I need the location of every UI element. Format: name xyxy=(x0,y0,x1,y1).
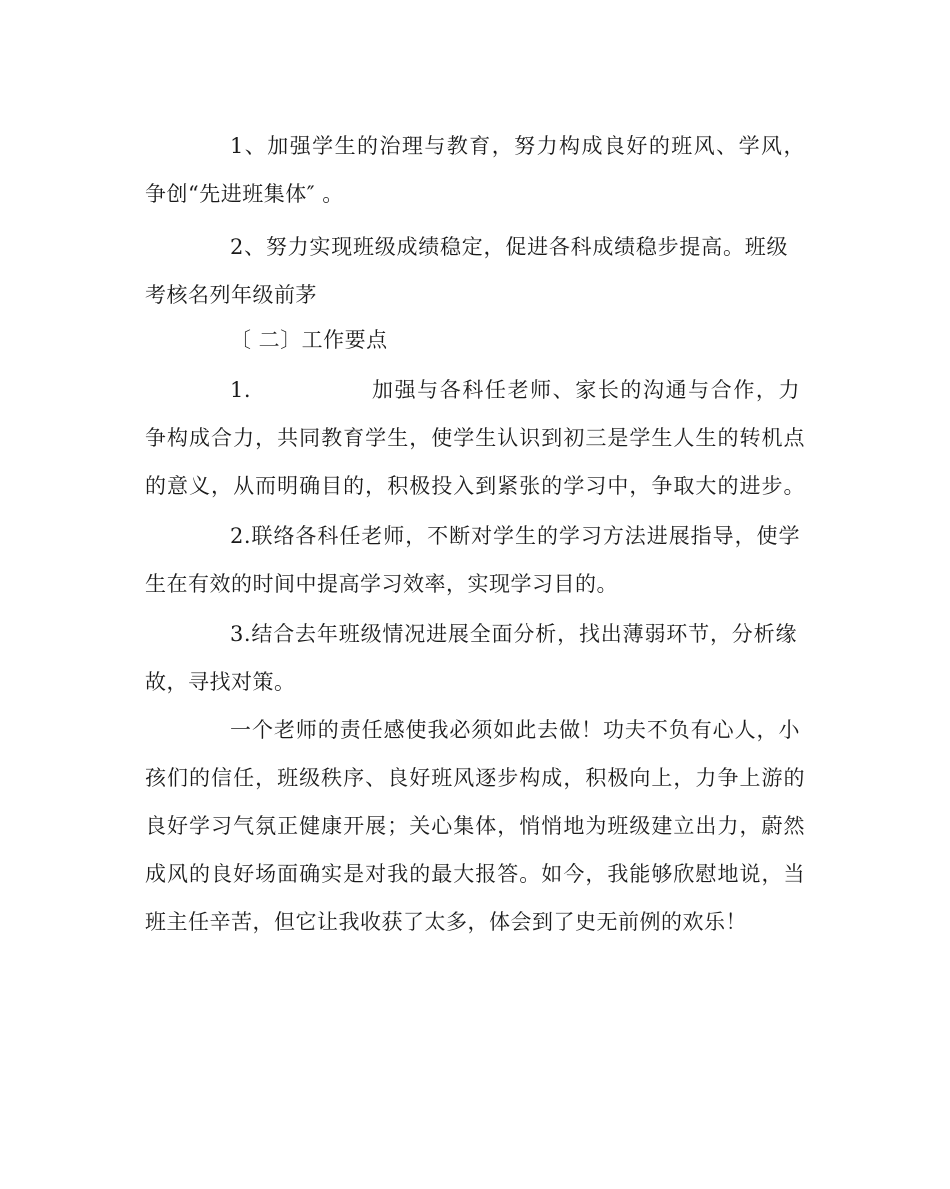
closing-line-4: 成风的良好场面确实是对我的最大报答。如今，我能够欣慰地说，当 xyxy=(145,862,805,886)
closing-line-2: 孩们的信任，班级秩序、良好班风逐步构成，积极向上，力争上游的 xyxy=(145,766,805,790)
closing-line-5: 班主任辛苦，但它让我收获了太多，体会到了史无前例的欢乐！ xyxy=(145,910,747,934)
section-heading: 〔 二〕工作要点 xyxy=(230,328,388,352)
point-3-line-2: 故，寻找对策。 xyxy=(145,670,296,694)
goal-2-line-1: 2、努力实现班级成绩稳定，促进各科成绩稳步提高。班级 xyxy=(230,235,788,259)
goal-1-line-1: 1、加强学生的治理与教育，努力构成良好的班风、学风， xyxy=(230,134,805,158)
goal-2-line-2: 考核名列年级前茅 xyxy=(145,283,317,307)
point-1-line-1: 加强与各科任老师、家长的沟通与合作，力 xyxy=(372,378,800,402)
closing-line-3: 良好学习气氛正健康开展；关心集体，悄悄地为班级建立出力，蔚然 xyxy=(145,814,805,838)
point-1-line-3: 的意义，从而明确目的，积极投入到紧张的学习中，争取大的进步。 xyxy=(145,474,805,498)
point-1-number: 1. xyxy=(230,378,252,402)
point-2-line-1: 2.联络各科任老师，不断对学生的学习方法进展指导，使学 xyxy=(230,524,800,548)
point-3-line-1: 3.结合去年班级情况进展全面分析，找出薄弱环节，分析缘 xyxy=(230,622,797,646)
closing-line-1: 一个老师的责任感使我必须如此去做！功夫不负有心人，小 xyxy=(230,718,800,742)
point-2-line-2: 生在有效的时间中提高学习效率，实现学习目的。 xyxy=(145,572,618,596)
point-1-line-2: 争构成合力，共同教育学生，使学生认识到初三是学生人生的转机点 xyxy=(145,426,805,450)
goal-1-line-2: 争创“先进班集体″ 。 xyxy=(145,182,344,206)
